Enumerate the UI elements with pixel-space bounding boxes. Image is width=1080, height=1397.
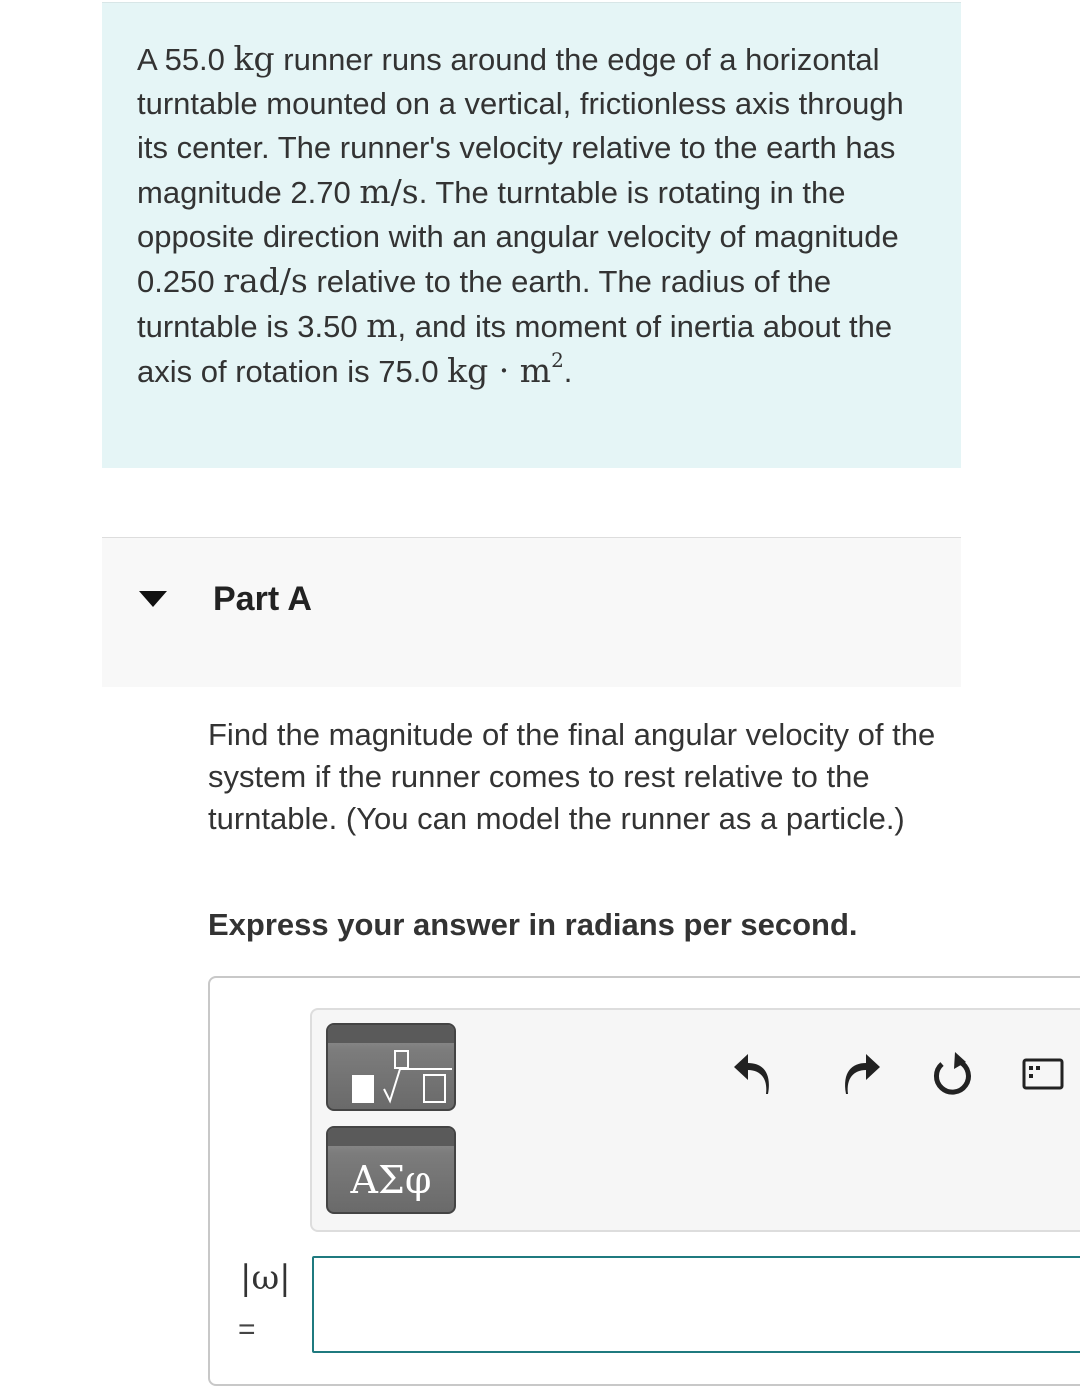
unit-velocity: m/s: [359, 172, 419, 211]
undo-icon: [730, 1048, 780, 1098]
question-text: Find the magnitude of the final angular velocity of the system if the runner comes to rest relative to the turntable. (You can model the runner as a particle.): [208, 717, 936, 836]
unit-inertia-exponent: 2: [551, 347, 564, 372]
unit-inertia: kg · m: [447, 351, 552, 390]
answer-input[interactable]: [312, 1256, 1080, 1353]
answer-instruction: Express your answer in radians per second.: [208, 907, 858, 942]
problem-statement-panel: [102, 2, 961, 468]
reset-button[interactable]: [926, 1048, 976, 1098]
collapse-caret-icon[interactable]: [139, 591, 167, 607]
unit-kg: kg: [233, 39, 275, 78]
reset-icon: [926, 1048, 976, 1098]
undo-button[interactable]: [730, 1048, 780, 1098]
keyboard-icon: [1018, 1048, 1068, 1098]
redo-icon: [834, 1048, 884, 1098]
problem-text: A 55.0 kg runner runs around the edge of a horizontal turntable mounted on a vertical, frictionless axis through its center. The runner's velocity relative to the earth has magnitude 2.70 m/s. The turntable is rotating in the opposite direction with an angular velocity of magnitude 0.250 rad/s relative to the earth. The radius of the turntable is 3.50 m, and its moment of inertia about the axis of rotation is 75.0 kg · $m^2$.: [137, 39, 904, 390]
part-title: Part A: [213, 580, 312, 618]
template-button[interactable]: [326, 1023, 456, 1111]
math-toolbar: [310, 1008, 1080, 1232]
unit-meter: m: [366, 306, 398, 345]
template-icon: [328, 1025, 454, 1109]
omega-magnitude-label: |ω|: [240, 1258, 291, 1298]
equals-sign: =: [238, 1313, 256, 1346]
answer-box: [208, 976, 1080, 1386]
unit-angular: rad/s: [223, 261, 308, 300]
redo-button[interactable]: [834, 1048, 884, 1098]
part-a-header[interactable]: [102, 537, 961, 687]
keyboard-button[interactable]: [1018, 1048, 1068, 1098]
greek-symbols-button[interactable]: [326, 1126, 456, 1214]
greek-symbols-label: ΑΣφ: [350, 1158, 432, 1202]
